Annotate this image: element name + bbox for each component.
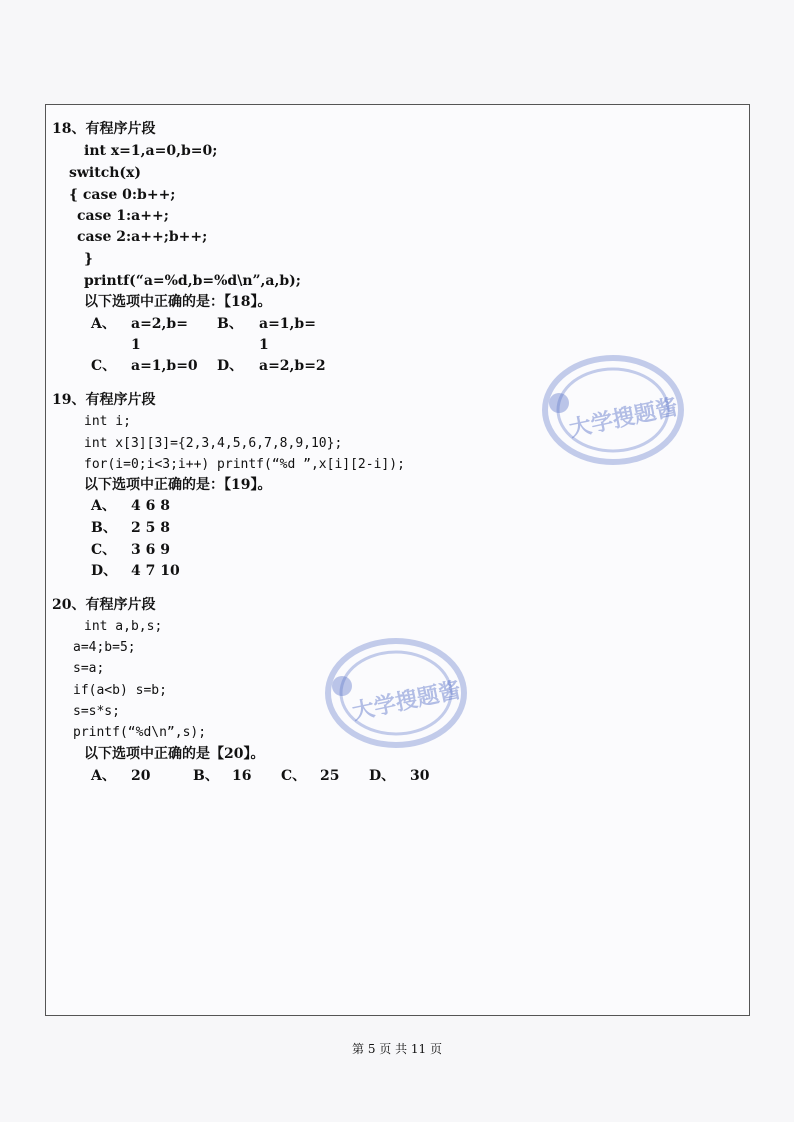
q19-title: 19、有程序片段 bbox=[52, 392, 156, 408]
q18-option-label: C、 bbox=[91, 358, 117, 374]
page-footer: 第 5 页 共 11 页 bbox=[352, 1042, 442, 1056]
q19-code-line: int x[3][3]={2,3,4,5,6,7,8,9,10}; bbox=[84, 436, 343, 451]
q20-option-label: A、 bbox=[91, 768, 116, 784]
q19-option-text: 4 7 10 bbox=[131, 563, 180, 579]
q18-option-text: 1 bbox=[131, 337, 141, 353]
q18-option-label: A、 bbox=[91, 316, 116, 332]
q18-option-text: a=1,b=0 bbox=[131, 358, 198, 374]
q19-prompt: 以下选项中正确的是：【19】。 bbox=[84, 477, 272, 493]
q18-option-text: 1 bbox=[259, 337, 269, 353]
q20-code-line: if(a<b) s=b; bbox=[73, 683, 167, 698]
q20-code-line: s=s*s; bbox=[73, 704, 120, 719]
q20-option-label: C、 bbox=[281, 768, 307, 784]
q19-option-label: B、 bbox=[91, 520, 117, 536]
q18-code-line: case 2:a++;b++; bbox=[77, 229, 208, 245]
q19-option-label: C、 bbox=[91, 542, 117, 558]
q20-option-text: 20 bbox=[131, 768, 151, 784]
q19-option-label: D、 bbox=[91, 563, 118, 579]
q20-option-label: D、 bbox=[369, 768, 396, 784]
q18-option-text: a=1,b= bbox=[259, 316, 316, 332]
q19-option-text: 4 6 8 bbox=[131, 498, 170, 514]
q20-option-text: 25 bbox=[320, 768, 340, 784]
watermark-stamp bbox=[535, 345, 690, 475]
q20-code-line: s=a; bbox=[73, 661, 105, 676]
q18-option-label: B、 bbox=[217, 316, 243, 332]
q18-option-label: D、 bbox=[217, 358, 244, 374]
q20-option-label: B、 bbox=[193, 768, 219, 784]
q20-prompt: 以下选项中正确的是【20】。 bbox=[84, 746, 265, 762]
q20-code-line: int a,b,s; bbox=[84, 619, 163, 634]
q19-option-text: 2 5 8 bbox=[131, 520, 170, 536]
q18-code-line: int x=1,a=0,b=0; bbox=[84, 143, 218, 159]
q20-option-text: 30 bbox=[410, 768, 430, 784]
q18-code-line: printf(“a=%d,b=%d\n”,a,b); bbox=[84, 273, 301, 289]
q20-option-text: 16 bbox=[232, 768, 252, 784]
q18-option-text: a=2,b= bbox=[131, 316, 188, 332]
q18-code-line: } bbox=[84, 251, 94, 267]
q18-option-text: a=2,b=2 bbox=[259, 358, 326, 374]
q18-code-line: switch(x) bbox=[69, 165, 142, 181]
watermark-text: 大学搜题酱 bbox=[567, 394, 681, 443]
q19-code-line: for(i=0;i<3;i++) printf(“%d ”,x[i][2-i]); bbox=[84, 457, 405, 472]
q20-code-line: printf(“%d\n”,s); bbox=[73, 725, 207, 740]
q18-title: 18、有程序片段 bbox=[52, 121, 156, 137]
q20-code-line: a=4;b=5; bbox=[73, 640, 136, 655]
q19-option-text: 3 6 9 bbox=[131, 542, 170, 558]
q18-code-line: case 1:a++; bbox=[77, 208, 169, 224]
q18-code-line: { case 0:b++; bbox=[69, 187, 176, 203]
q20-title: 20、有程序片段 bbox=[52, 597, 156, 613]
q19-option-label: A、 bbox=[91, 498, 116, 514]
q18-prompt: 以下选项中正确的是：【18】。 bbox=[84, 294, 272, 310]
watermark-text: 大学搜题酱 bbox=[350, 677, 464, 726]
q19-code-line: int i; bbox=[84, 414, 131, 429]
watermark-stamp bbox=[318, 628, 473, 758]
